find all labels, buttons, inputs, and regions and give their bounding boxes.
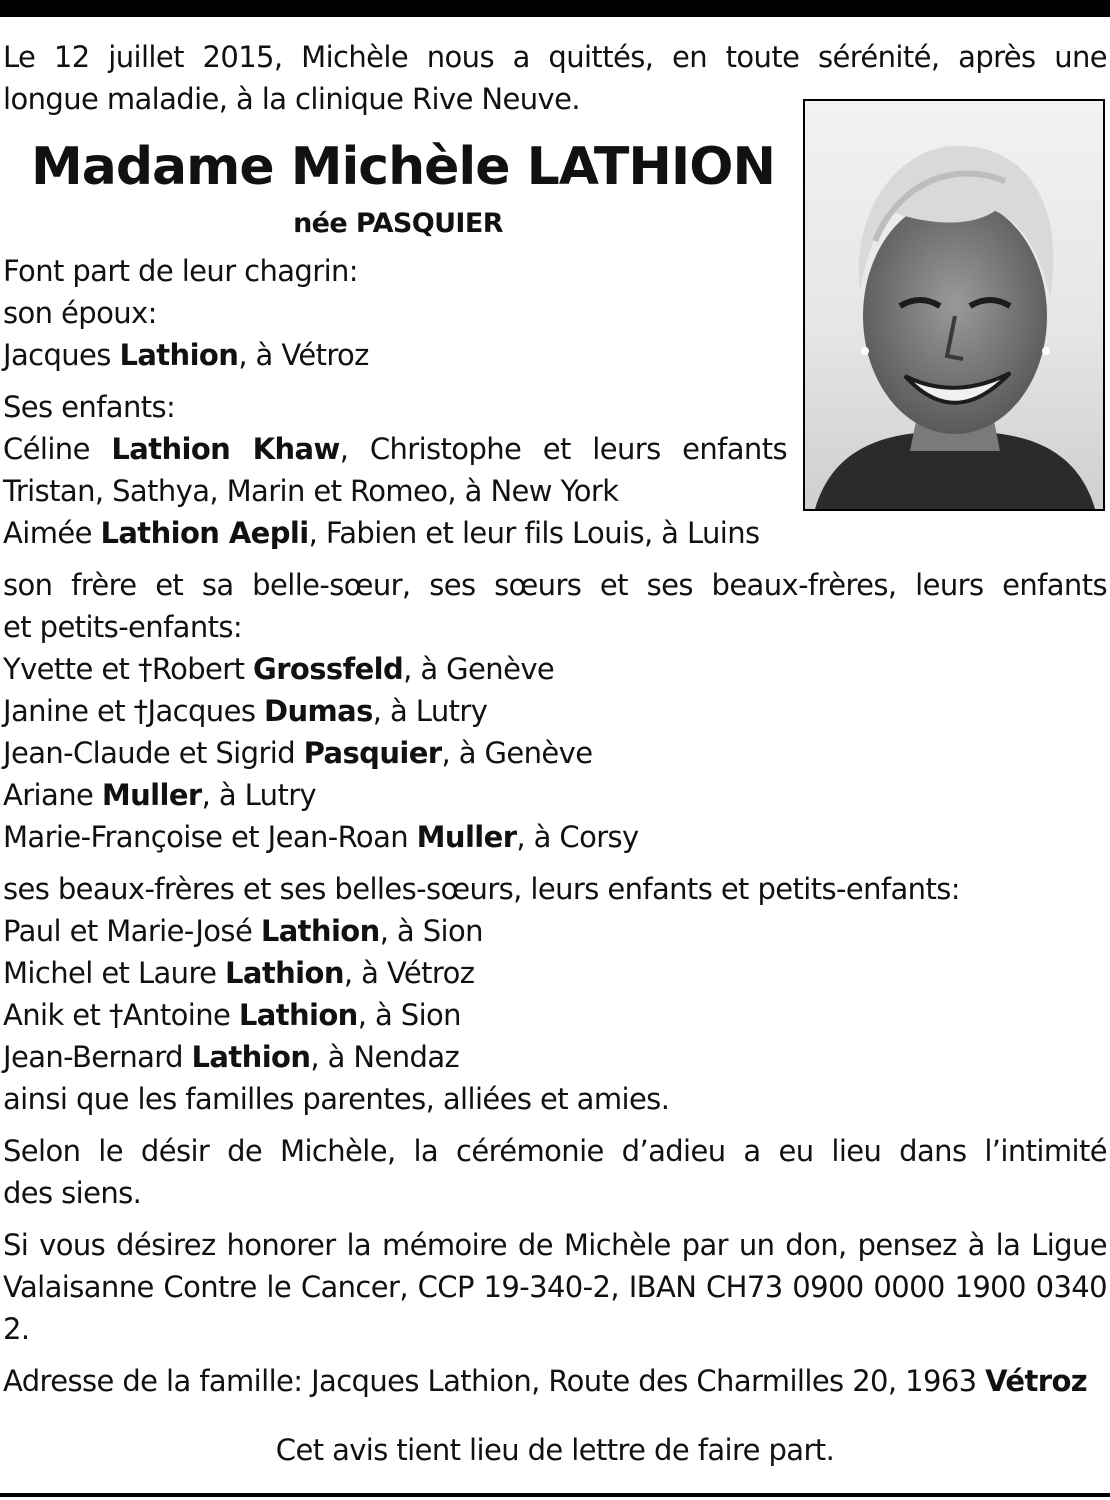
sibling-place: , à Lutry bbox=[201, 778, 317, 812]
in-law-last: Lathion bbox=[225, 956, 344, 990]
announcement-heading: Font part de leur chagrin: bbox=[3, 254, 358, 288]
child-2-first: Aimée bbox=[3, 516, 101, 550]
sibling-row bbox=[3, 774, 1107, 816]
spouse-place: , à Vétroz bbox=[238, 338, 369, 372]
sibling-place: , à Genève bbox=[441, 736, 593, 770]
child-1-first: Céline bbox=[3, 432, 112, 466]
sibling-first: Ariane bbox=[3, 778, 102, 812]
child-2-rest: , Fabien et leur fils Louis, à Luins bbox=[308, 516, 760, 550]
address-city: Vétroz bbox=[985, 1364, 1088, 1398]
ceremony-line-1: Selon le désir de Michèle, la cérémonie d’adieu a eu lieu dans l’intimité bbox=[3, 1134, 1107, 1168]
sibling-row bbox=[3, 648, 1107, 690]
donation-line-2: Valaisanne Contre le Cancer, CCP 19-340-2, IBAN CH73 0900 0000 1900 0340 2. bbox=[3, 1270, 1107, 1346]
address-text: Adresse de la famille: Jacques Lathion, Route des Charmilles 20, 1963 bbox=[3, 1364, 986, 1398]
sibling-row bbox=[3, 732, 1107, 774]
siblings-label-2: et petits-enfants: bbox=[3, 610, 243, 644]
sibling-row bbox=[3, 816, 1107, 858]
sibling-first: Jean-Claude et Sigrid bbox=[3, 736, 304, 770]
child-line-1 bbox=[3, 428, 787, 470]
bottom-rule bbox=[0, 1493, 1110, 1497]
ceremony-line-2: des siens. bbox=[3, 1176, 142, 1210]
sibling-place: , à Lutry bbox=[372, 694, 488, 728]
in-law-first: Paul et Marie-José bbox=[3, 914, 261, 948]
obituary-body bbox=[3, 36, 1107, 1402]
sibling-first: Janine et †Jacques bbox=[3, 694, 264, 728]
in-law-last: Lathion bbox=[260, 914, 380, 948]
in-law-row bbox=[3, 1036, 1107, 1078]
intro-line-2: longue maladie, à la clinique Rive Neuve. bbox=[3, 82, 580, 116]
in-law-place: , à Nendaz bbox=[310, 1040, 460, 1074]
family-address bbox=[3, 1360, 1107, 1402]
child-line-1-cont: Tristan, Sathya, Marin et Romeo, à New York bbox=[3, 474, 619, 508]
spouse-first: Jacques bbox=[3, 338, 120, 372]
sibling-first: Yvette et †Robert bbox=[3, 652, 254, 686]
sibling-first: Marie-Françoise et Jean-Roan bbox=[3, 820, 417, 854]
sibling-last: Muller bbox=[416, 820, 517, 854]
children-label: Ses enfants: bbox=[3, 390, 176, 424]
deceased-name: Madame Michèle LATHION bbox=[31, 137, 775, 197]
in-laws-label: ses beaux-frères et ses belles-sœurs, leurs enfants et petits-enfants: bbox=[3, 872, 960, 906]
sibling-last: Dumas bbox=[263, 694, 373, 728]
child-line-2 bbox=[3, 512, 1107, 554]
child-1-rest: , Christophe et leurs enfants bbox=[339, 432, 787, 466]
in-law-row bbox=[3, 994, 1107, 1036]
in-law-row bbox=[3, 910, 1107, 952]
in-law-first: Michel et Laure bbox=[3, 956, 226, 990]
in-law-place: , à Sion bbox=[379, 914, 483, 948]
spouse-line bbox=[3, 334, 1107, 376]
sibling-place: , à Genève bbox=[403, 652, 555, 686]
in-law-place: , à Vétroz bbox=[343, 956, 475, 990]
siblings-label-1: son frère et sa belle-sœur, ses sœurs et ses beaux-frères, leurs enfants bbox=[3, 568, 1107, 602]
in-law-first: Jean-Bernard bbox=[3, 1040, 192, 1074]
in-law-row bbox=[3, 952, 1107, 994]
top-rule bbox=[0, 0, 1110, 17]
sibling-last: Grossfeld bbox=[253, 652, 404, 686]
in-law-last: Lathion bbox=[238, 998, 358, 1032]
intro-line-1: Le 12 juillet 2015, Michèle nous a quittés, en toute sérénité, après une bbox=[3, 40, 1107, 74]
in-law-place: , à Sion bbox=[357, 998, 461, 1032]
child-1-last: Lathion Khaw bbox=[111, 432, 340, 466]
donation-line-1: Si vous désirez honorer la mémoire de Michèle par un don, pensez à la Ligue bbox=[3, 1228, 1107, 1262]
sibling-last: Muller bbox=[101, 778, 202, 812]
child-2-last: Lathion Aepli bbox=[100, 516, 309, 550]
families-line: ainsi que les familles parentes, alliées et amies. bbox=[3, 1082, 670, 1116]
footer-note: Cet avis tient lieu de lettre de faire part. bbox=[275, 1433, 835, 1467]
sibling-place: , à Corsy bbox=[516, 820, 639, 854]
in-law-last: Lathion bbox=[191, 1040, 311, 1074]
spouse-label: son époux: bbox=[3, 296, 157, 330]
sibling-row bbox=[3, 690, 1107, 732]
maiden-name: née PASQUIER bbox=[293, 208, 503, 239]
in-law-first: Anik et †Antoine bbox=[3, 998, 239, 1032]
sibling-last: Pasquier bbox=[303, 736, 442, 770]
spouse-last: Lathion bbox=[119, 338, 239, 372]
